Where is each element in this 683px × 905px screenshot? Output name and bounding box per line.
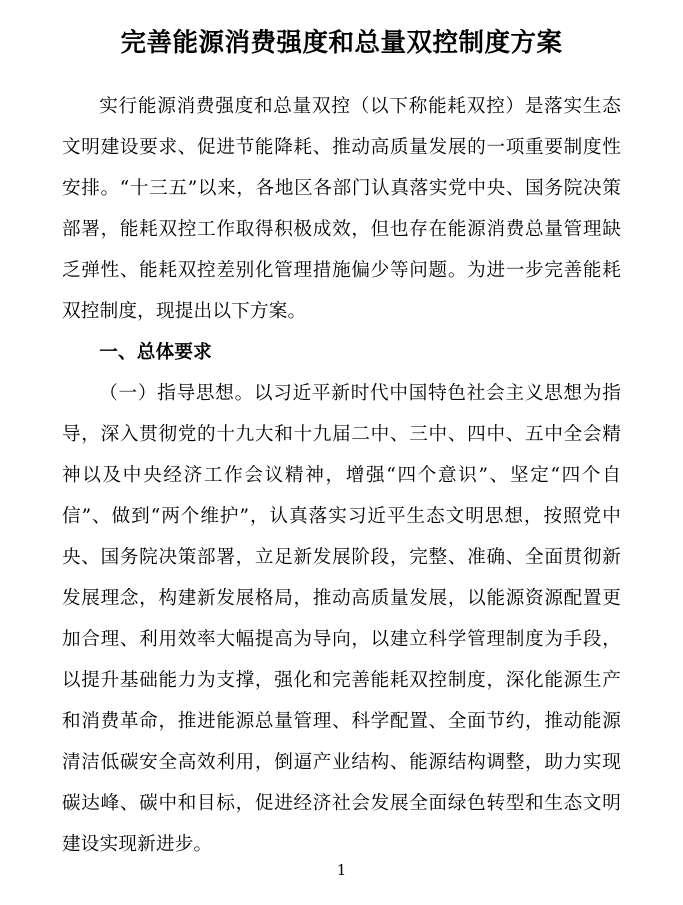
- page-title: 完善能源消费强度和总量双控制度方案: [120, 28, 563, 58]
- paragraph-intro: 实行能源消费强度和总量双控（以下称能耗双控）是落实生态文明建设要求、促进节能降耗、推动高质量发展的一项重要制度性安排。“十三五”以来，各地区各部门认真落实党中央、国务院决策部署，能耗双控工作取得积极成效，但也存在能源消费总量管理缺乏弹性、能耗双控差别化管理措施偏少等问题。为进一步完善能耗双控制度，现提出以下方案。: [62, 96, 621, 323]
- document-body: [62, 86, 621, 865]
- page-number: 1: [336, 861, 347, 879]
- paragraph-guiding-ideology: （一）指导思想。以习近平新时代中国特色社会主义思想为指导，深入贯彻党的十九大和十九届二中、三中、四中、五中全会精神以及中央经济工作会议精神，增强“四个意识”、坚定“四个自信”、做到“两个维护”，认真落实习近平生态文明思想，按照党中央、国务院决策部署，立足新发展阶段，完整、准确、全面贯彻新发展理念，构建新发展格局，推动高质量发展，以能源资源配置更加合理、利用效率大幅提高为导向，以建立科学管理制度为手段，以提升基础能力为支撑，强化和完善能耗双控制度，深化能源生产和消费革命，推进能源总量管理、科学配置、全面节约，推动能源清洁低碳安全高效利用，倒逼产业结构、能源结构调整，助力实现碳达峰、碳中和目标，促进经济社会发展全面绿色转型和生态文明建设实现新进步。: [62, 383, 621, 856]
- section-heading-overall-requirements: 一、总体要求: [99, 342, 212, 364]
